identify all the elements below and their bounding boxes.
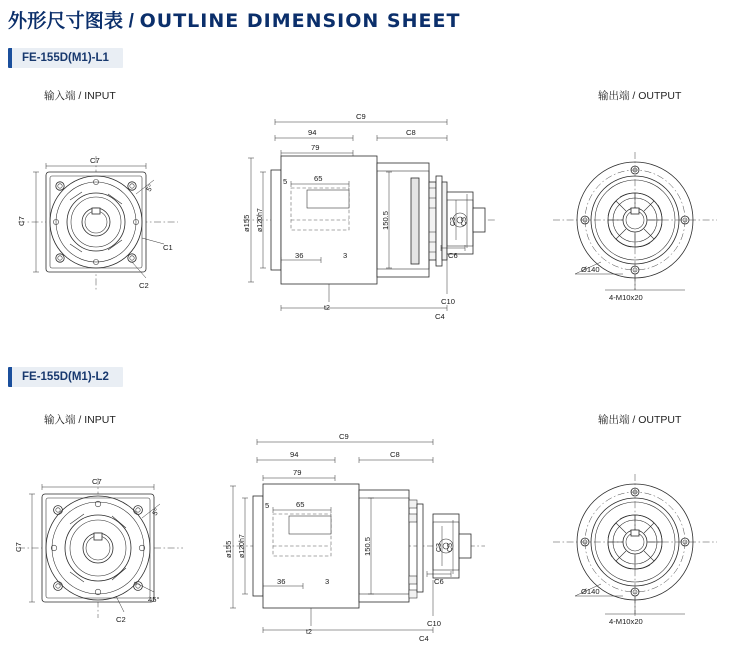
dim-79-1: 79	[311, 143, 320, 152]
dim-c7-top-2: C7	[92, 477, 102, 486]
output-face-view-2	[545, 470, 725, 635]
dim-150-5-1: 150.5	[381, 210, 390, 230]
dim-65-2: 65	[296, 500, 305, 509]
dim-c8-1: C8	[406, 128, 416, 137]
output-label-2: 输出端 / OUTPUT	[598, 414, 682, 426]
dim-65-1: 65	[314, 174, 323, 183]
dim-c8-2: C8	[390, 450, 400, 459]
dim-c9-2: C9	[339, 432, 349, 441]
dim-angle-1: 5°	[145, 183, 156, 194]
model-badge-2: FE-155D(M1)-L2	[8, 367, 123, 387]
dim-5-2: 5	[265, 501, 270, 510]
dim-36-1: 36	[295, 251, 304, 260]
dim-79-2: 79	[293, 468, 302, 477]
dim-d155-1: ø155	[242, 214, 251, 232]
dim-c10-1: C10	[441, 297, 455, 306]
output-face-view-1	[545, 150, 725, 310]
dim-c7-left-2: C7	[14, 542, 23, 552]
dim-c4-2: C4	[419, 634, 429, 643]
dim-c10-2: C10	[427, 619, 441, 628]
dim-d120h7-2: ø120h7	[239, 534, 246, 558]
model-badge-1: FE-155D(M1)-L1	[8, 48, 123, 68]
dim-c3-2: C3	[436, 543, 443, 552]
output-label-1: 输出端 / OUTPUT	[598, 90, 682, 102]
dim-36-2: 36	[277, 577, 286, 586]
input-label-2: 输入端 / INPUT	[44, 414, 116, 426]
dim-c1-1: C1	[163, 243, 173, 252]
dim-c5-2: C5	[447, 543, 454, 552]
dim-c5-1: C5	[461, 217, 468, 226]
page-title	[8, 6, 460, 33]
dim-t2-1: t2	[324, 305, 330, 312]
dim-c3-1: C3	[450, 217, 457, 226]
dim-94-1: 94	[308, 128, 317, 137]
dim-4m10x20-2: 4-M10x20	[609, 617, 643, 626]
page-title-en: OUTLINE DIMENSION SHEET	[139, 10, 461, 32]
dim-150-5-2: 150.5	[363, 536, 372, 556]
dim-c2-2: C2	[116, 615, 126, 624]
dim-d140-1: Ø140	[581, 265, 600, 274]
input-face-view-1	[8, 150, 188, 300]
dim-t2-2: t2	[306, 629, 312, 636]
dim-c7-left-1: C7	[17, 216, 26, 226]
dim-4m10x20-1: 4-M10x20	[609, 293, 643, 302]
dim-angle45-2: 45°	[148, 595, 160, 604]
dim-c6-2: C6	[434, 577, 444, 586]
page-title-cn: 外形尺寸图表 /	[8, 11, 140, 32]
dim-c9-1: C9	[356, 112, 366, 121]
input-face-view-2	[8, 470, 193, 625]
dim-d155-2: ø155	[224, 540, 233, 558]
section-view-1	[225, 108, 515, 323]
dim-c4-1: C4	[435, 312, 445, 321]
dim-5-1: 5	[283, 177, 288, 186]
input-label-1: 输入端 / INPUT	[44, 90, 116, 102]
dim-c6-1: C6	[448, 251, 458, 260]
dim-c2-1: C2	[139, 281, 149, 290]
dim-d140-2: Ø140	[581, 587, 600, 596]
dim-3-2: 3	[325, 577, 330, 586]
dim-d120h7-1: ø120h7	[257, 208, 264, 232]
dim-angle-2: 5°	[151, 507, 162, 518]
dim-94-2: 94	[290, 450, 299, 459]
section-view-2	[205, 428, 505, 643]
dim-3-1: 3	[343, 251, 348, 260]
dim-c7-top-1: C7	[90, 156, 100, 165]
